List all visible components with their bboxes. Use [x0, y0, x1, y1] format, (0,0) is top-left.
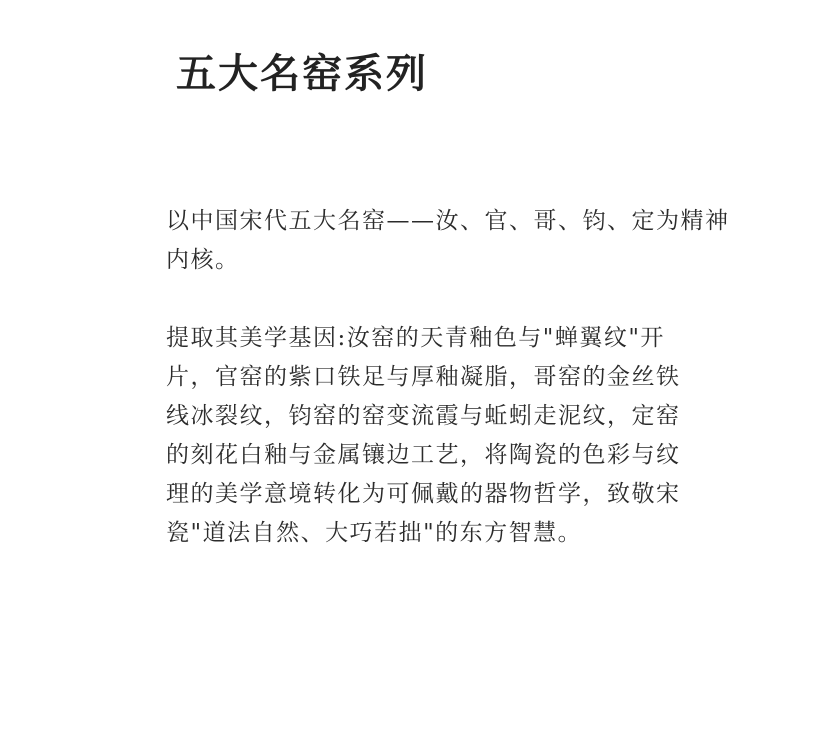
text-line: 理的美学意境转化为可佩戴的器物哲学，致敬宋	[166, 481, 681, 507]
description-paragraph	[166, 319, 706, 553]
text-line: 的刻花白釉与金属镶边工艺，将陶瓷的色彩与纹	[166, 442, 681, 468]
text-line: 提取其美学基因:汝窑的天青釉色与"蝉翼纹"开	[166, 325, 665, 351]
text-line: 线冰裂纹，钧窑的窑变流霞与蚯蚓走泥纹，定窑	[166, 403, 681, 429]
page-title: 五大名窑系列	[176, 50, 428, 97]
text-line: 以中国宋代五大名窑——汝、官、哥、钧、定为精神	[166, 208, 730, 234]
text-line: 瓷"道法自然、大巧若拙"的东方智慧。	[166, 520, 583, 546]
body-text	[166, 202, 730, 553]
intro-paragraph	[166, 202, 730, 280]
text-line: 片，官窑的紫口铁足与厚釉凝脂，哥窑的金丝铁	[166, 364, 681, 390]
text-line: 内核。	[166, 247, 240, 273]
